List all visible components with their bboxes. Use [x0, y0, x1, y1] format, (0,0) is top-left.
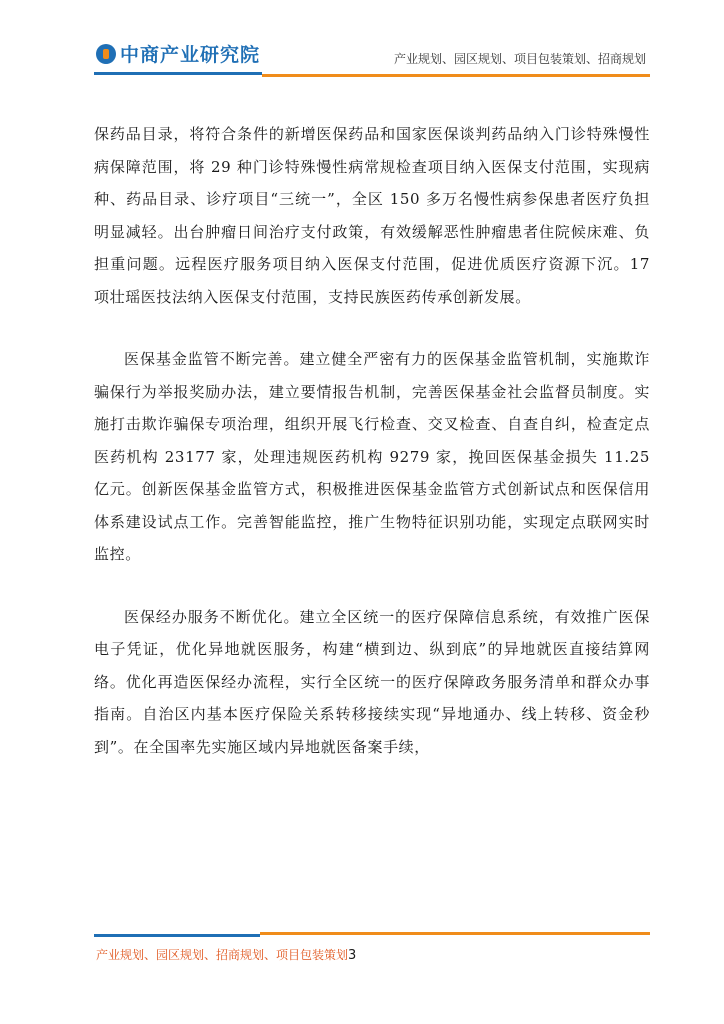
- header-tagline: 产业规划、园区规划、项目包装策划、招商规划: [393, 52, 646, 66]
- footer-tagline: 产业规划、园区规划、招商规划、项目包装策划: [96, 948, 349, 962]
- logo-icon: [96, 44, 116, 64]
- page-header: [0, 0, 724, 90]
- page-number: 3: [348, 948, 357, 963]
- header-rule-orange: [262, 74, 650, 77]
- paragraph-service-optimization: 医保经办服务不断优化。建立全区统一的医疗保障信息系统，有效推广医保电子凭证，优化异地就医服务，构建“横到边、纵到底”的异地就医直接结算网络。优化再造医保经办流程，实行全区统一的医疗保障政务服务清单和群众办事指南。自治区内基本医疗保险关系转移接续实现“异地通办、线上转移、资金秒到”。在全国率先实施区域内异地就医备案手续，: [94, 607, 650, 756]
- paragraph-fund-supervision: 医保基金监管不断完善。建立健全严密有力的医保基金监管机制，实施欺诈骗保行为举报奖励办法，建立要情报告机制，完善医保基金社会监督员制度。实施打击欺诈骗保专项治理，组织开展飞行检查、交叉检查、自查自纠，检查定点医药机构 23177 家，处理违规医药机构 9279 家，挽回医保基金损失 11.25 亿元。创新医保基金监管方式，积极推进医保基金监管方式创新试点和医保信用体系建设试点工作。完善智能监控，推广生物特征识别功能，实现定点联网实时监控。: [94, 350, 650, 563]
- paragraph-continued: 保药品目录，将符合条件的新增医保药品和国家医保谈判药品纳入门诊特殊慢性病保障范围，将 29 种门诊特殊慢性病常规检查项目纳入医保支付范围，实现病种、药品目录、诊疗项目“三统一”，全区 150 多万名慢性病参保患者医疗负担明显减轻。出台肿瘤日间治疗支付政策，有效缓解恶性肿瘤患者住院候床难、负担重问题。远程医疗服务项目纳入医保支付范围，促进优质医疗资源下沉。17 项壮瑶医技法纳入医保支付范围，支持民族医药传承创新发展。: [94, 125, 650, 306]
- company-logo: [96, 40, 260, 67]
- document-body: [94, 118, 650, 793]
- header-rule-blue: [94, 72, 262, 75]
- footer-rule-orange: [260, 932, 650, 935]
- logo-text: 中商产业研究院: [120, 44, 261, 66]
- page-footer: [96, 946, 356, 963]
- footer-rule-blue: [94, 934, 260, 937]
